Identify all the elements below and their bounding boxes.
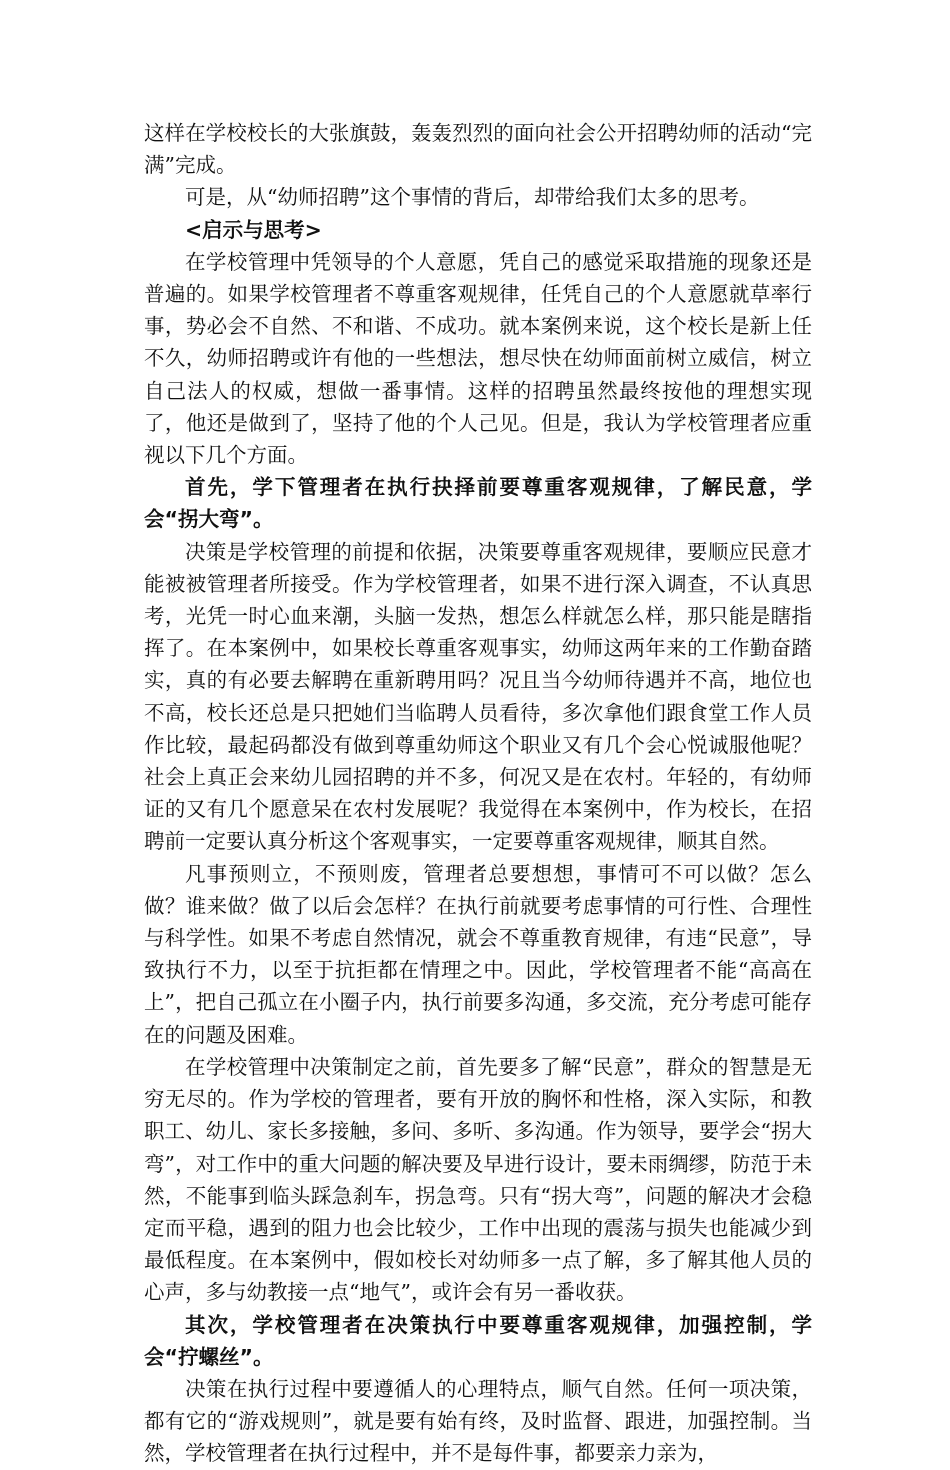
- paragraph-decision-basis: 决策是学校管理的前提和依据，决策要尊重客观规律，要顺应民意才能被被管理者所接受。作为学校管理者，如果不进行深入调查，不认真思考，光凭一时心血来潮，头脑一发热，想怎么样就怎么样，那只能是瞎指挥了。在本案例中，如果校长尊重客观事实，幼师这两年来的工作勤奋踏实，真的有必要去解聘在重新聘用吗？况且当今幼师待遇并不高，地位也不高，校长还总是只把她们当临聘人员看待，多次拿他们跟食堂工作人员作比较，最起码都没有做到尊重幼师这个职业又有几个会心悦诚服他呢？社会上真正会来幼儿园招聘的并不多，何况又是在农村。年轻的，有幼师证的又有几个愿意呆在农村发展呢？我觉得在本案例中，作为校长，在招聘前一定要认真分析这个客观事实，一定要尊重客观规律，顺其自然。: [144, 539, 812, 854]
- bold-point-second: 其次，学校管理者在决策执行中要尊重客观规律，加强控制，学会“拧螺丝”。: [144, 1312, 812, 1369]
- paragraph-insights-body: 在学校管理中凭领导的个人意愿，凭自己的感觉采取措施的现象还是普遍的。如果学校管理者不尊重客观规律，任凭自己的个人意愿就草率行事，势必会不自然、不和谐、不成功。就本案例来说，这个校长是新上任不久，幼师招聘或许有他的一些想法，想尽快在幼师面前树立威信，树立自己法人的权威，想做一番事情。这样的招聘虽然最终按他的理想实现了，他还是做到了，坚持了他的个人己见。但是，我认为学校管理者应重视以下几个方面。: [144, 249, 812, 468]
- paragraph-planning: 凡事预则立，不预则废，管理者总要想想，事情可不可以做？怎么做？谁来做？做了以后会怎样？在执行前就要考虑事情的可行性、合理性与科学性。如果不考虑自然情况，就会不尊重教育规律，有违“民意”，导致执行不力，以至于抗拒都在情理之中。因此，学校管理者不能“高高在上”，把自己孤立在小圈子内，执行前要多沟通，多交流，充分考虑可能存在的问题及困难。: [144, 861, 812, 1047]
- section-heading-insights: <启示与思考>: [185, 217, 322, 242]
- bold-point-first: 首先，学下管理者在执行抉择前要尊重客观规律，了解民意，学会“拐大弯”。: [144, 475, 812, 532]
- paragraph-public-opinion: 在学校管理中决策制定之前，首先要多了解“民意”，群众的智慧是无穷无尽的。作为学校的管理者，要有开放的胸怀和性格，深入实际，和教职工、幼儿、家长多接触，多问、多听、多沟通。作为领导，要学会“拐大弯”，对工作中的重大问题的解决要及早进行设计，要未雨绸缪，防范于未然，不能事到临头踩急刹车，拐急弯。只有“拐大弯”，问题的解决才会稳定而平稳，遇到的阻力也会比较少，工作中出现的震荡与损失也能减少到最低程度。在本案例中，假如校长对幼师多一点了解，多了解其他人员的心声，多与幼教接一点“地气”，或许会有另一番收获。: [144, 1054, 812, 1305]
- paragraph-execution: 决策在执行过程中要遵循人的心理特点，顺气自然。任何一项决策，都有它的“游戏规则”，就是要有始有终，及时监督、跟进，加强控制。当然，学校管理者在执行过程中，并不是每件事，都要亲力亲为，: [144, 1376, 812, 1466]
- paragraph-reflection-intro: 可是，从“幼师招聘”这个事情的背后，却带给我们太多的思考。: [185, 185, 760, 210]
- document-body: [144, 117, 812, 1470]
- paragraph-continuation: 这样在学校校长的大张旗鼓，轰轰烈烈的面向社会公开招聘幼师的活动“完满”完成。: [144, 121, 812, 178]
